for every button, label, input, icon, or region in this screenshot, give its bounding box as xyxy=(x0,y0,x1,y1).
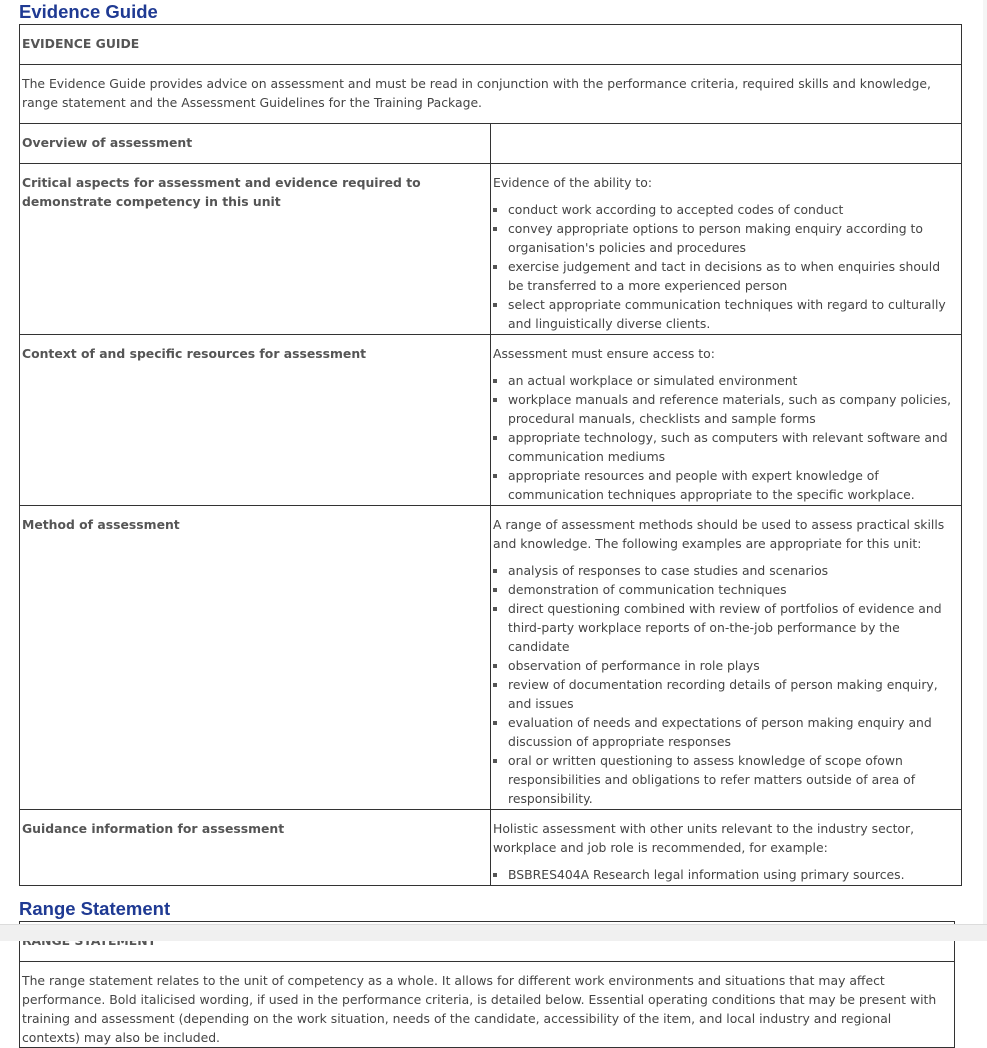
list-item: demonstration of communication techniques xyxy=(493,580,959,599)
evidence-intro: The Evidence Guide provides advice on assessment and must be read in conjunction with the performance criteria, required skills and knowledge, range statement and the Assessment Guidelines for the Training Package. xyxy=(20,65,962,124)
list-item: evaluation of needs and expectations of person making enquiry and discussion of appropriate responses xyxy=(493,713,959,751)
vertical-scrollbar[interactable] xyxy=(983,0,987,924)
row-intro: A range of assessment methods should be used to assess practical skills and knowledge. The following examples are appropriate for this unit: xyxy=(493,517,945,551)
list-item: analysis of responses to case studies and scenarios xyxy=(493,561,959,580)
row-content-guidance xyxy=(491,810,962,886)
row-content-method xyxy=(491,506,962,810)
evidence-guide-title: Evidence Guide xyxy=(19,1,158,22)
table-row xyxy=(20,810,962,886)
page-content xyxy=(19,0,962,1048)
row-label-overview: Overview of assessment xyxy=(20,124,491,164)
table-row xyxy=(20,164,962,335)
list-item: exercise judgement and tact in decisions as to when enquiries should be transferred to a more experienced person xyxy=(493,257,959,295)
list-item: appropriate technology, such as computers with relevant software and communication mediums xyxy=(493,428,959,466)
list-item: conduct work according to accepted codes of conduct xyxy=(493,200,959,219)
range-statement-title: Range Statement xyxy=(19,898,171,919)
list-item: select appropriate communication techniques with regard to culturally and linguistically diverse clients. xyxy=(493,295,959,333)
list-item: direct questioning combined with review of portfolios of evidence and third-party workplace reports of on-the-job performance by the candidate xyxy=(493,599,959,656)
row-label-context: Context of and specific resources for assessment xyxy=(20,335,491,506)
row-label-guidance: Guidance information for assessment xyxy=(20,810,491,886)
range-intro-row xyxy=(20,962,955,1048)
row-intro: Evidence of the ability to: xyxy=(493,175,653,190)
list-item: an actual workplace or simulated environment xyxy=(493,371,959,390)
bullet-list xyxy=(493,865,959,884)
list-item: observation of performance in role plays xyxy=(493,656,959,675)
row-content-critical-aspects xyxy=(491,164,962,335)
row-label-critical-aspects: Critical aspects for assessment and evidence required to demonstrate competency in this unit xyxy=(20,164,491,335)
list-item: oral or written questioning to assess knowledge of scope ofown responsibilities and obligations to refer matters outside of area of responsibility. xyxy=(493,751,959,808)
row-content-context xyxy=(491,335,962,506)
row-intro: Assessment must ensure access to: xyxy=(493,346,715,361)
evidence-intro-row xyxy=(20,65,962,124)
bullet-list xyxy=(493,561,959,808)
table-row xyxy=(20,335,962,506)
table-row xyxy=(20,506,962,810)
list-item: workplace manuals and reference materials, such as company policies, procedural manuals, checklists and sample forms xyxy=(493,390,959,428)
table-row xyxy=(20,124,962,164)
list-item: review of documentation recording details of person making enquiry, and issues xyxy=(493,675,959,713)
row-intro: Holistic assessment with other units relevant to the industry sector, workplace and job role is recommended, for example: xyxy=(493,821,915,855)
horizontal-scrollbar[interactable] xyxy=(0,924,987,941)
range-intro: The range statement relates to the unit of competency as a whole. It allows for different work environments and situations that may affect performance. Bold italicised wording, if used in the performance criteria, is detailed below. Essential operating conditions that may be present with training and assessment (depending on the work situation, needs of the candidate, accessibility of the item, and local industry and regional contexts) may also be included. xyxy=(20,962,955,1048)
row-label-method: Method of assessment xyxy=(20,506,491,810)
evidence-header-row xyxy=(20,25,962,65)
row-content-overview xyxy=(491,124,962,164)
list-item: appropriate resources and people with expert knowledge of communication techniques appropriate to the specific workplace. xyxy=(493,466,959,504)
evidence-header: EVIDENCE GUIDE xyxy=(20,25,962,65)
list-item: BSBRES404A Research legal information using primary sources. xyxy=(493,865,959,884)
evidence-guide-table xyxy=(19,24,962,886)
bullet-list xyxy=(493,200,959,333)
bullet-list xyxy=(493,371,959,504)
list-item: convey appropriate options to person making enquiry according to organisation's policies and procedures xyxy=(493,219,959,257)
